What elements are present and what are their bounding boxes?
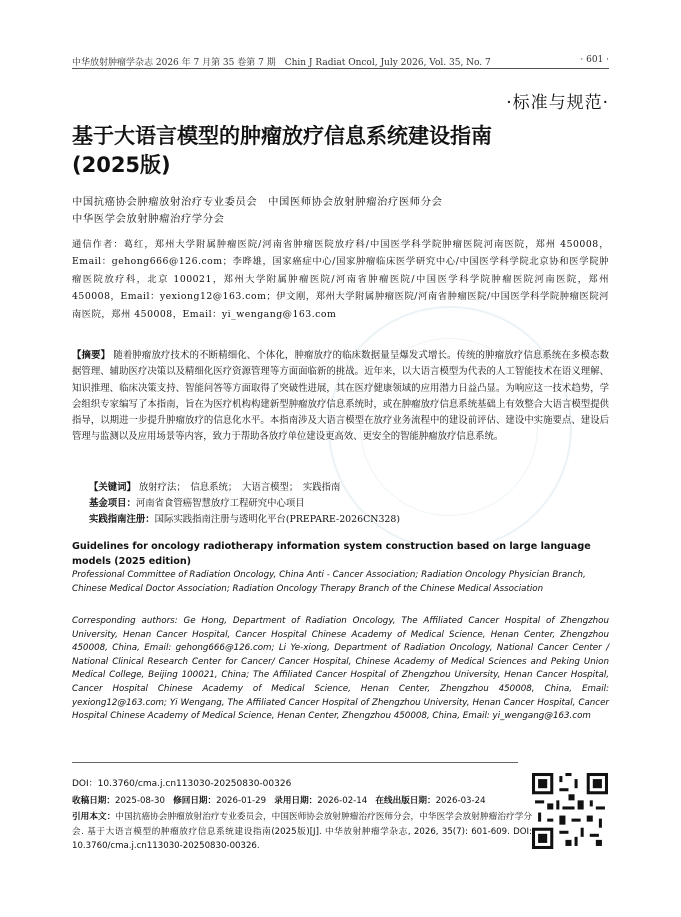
received-date: 2025-08-30	[114, 796, 165, 806]
keywords-label: 【关键词】	[89, 482, 136, 493]
abstract-label: 【摘要】	[72, 350, 111, 361]
article-title: 基于大语言模型的肿瘤放疗信息系统建设指南(2025版)	[72, 124, 492, 177]
citation	[72, 810, 532, 854]
article-dates	[72, 794, 542, 806]
registration-text: 国际实践指南注册与透明化平台(PREPARE-2026CN328)	[154, 514, 401, 525]
citation-label: 引用本文：	[72, 812, 116, 822]
revised-label: 修回日期：	[173, 796, 217, 806]
funding	[89, 496, 609, 512]
funding-text: 河南省食管癌智慧放疗工程研究中心项目	[135, 498, 305, 509]
accepted-label: 录用日期：	[274, 796, 318, 806]
org-line: 中国抗癌协会肿瘤放射治疗专业委员会 中国医师协会放射肿瘤治疗医师分会	[72, 196, 443, 208]
page-number: · 601 ·	[580, 55, 609, 65]
revised-date: 2026-01-29	[216, 796, 267, 806]
abstract	[72, 348, 609, 446]
funding-label: 基金项目：	[89, 498, 136, 509]
author-organizations	[72, 194, 592, 228]
footer-rule	[72, 762, 518, 763]
english-organizations: Professional Committee of Radiation Oncology, China Anti - Cancer Association; Radiation Oncology Physician Branch, Chinese Medical Doctor Association; Radiation Oncology Therapy Branch of the Chinese Medical Association	[72, 570, 586, 594]
doi: DOI：10.3760/cma.j.cn113030-20250830-00326	[72, 779, 292, 789]
english-corresponding-authors: Corresponding authors: Ge Hong, Department of Radiation Oncology, The Affiliated Cancer Hospital of Zhengzhou University, Henan Cancer Hospital, Cancer Hospital Chinese Academy of Medical Science, Henan Center, Zhengzhou 450008, China, Email: gehong666@126.com; Li Ye-xiong, Department of Radiation Oncology, National Cancer Center / National Clinical Research Center for Cancer/ Cancer Hospital, Chinese Academy of Medical Sciences and Peking Union Medical College, Beijing 100021, China; The Affiliated Cancer Hospital of Zhengzhou University, Henan Cancer Hospital, Cancer Hospital Chinese Academy of Medical Science, Henan Center, Zhengzhou 450008, China, Email: yexiong12@163.com; Yi Wengang, The Affiliated Cancer Hospital of Zhengzhou University, Henan Cancer Hospital, Cancer Hospital Chinese Academy of Medical Science, Henan Center, Zhengzhou 450008, China, Email: yi_wengang@163.com	[72, 616, 609, 722]
org-line: 中华医学会放射肿瘤治疗学分会	[72, 213, 225, 225]
qr-code-icon[interactable]	[532, 773, 608, 849]
keywords	[89, 480, 609, 496]
corresponding-authors: 通信作者：葛红，郑州大学附属肿瘤医院/河南省肿瘤医院放疗科/中国医学科学院肿瘤医院河南医院，郑州 450008，Email：gehong666@126.com；李晔雄，国家癌症中心/国家肿瘤临床医学研究中心/中国医学科学院北京协和医学院肿瘤医院放疗科，北京 100021，郑州大学附属肿瘤医院/河南省肿瘤医院/中国医学科学院肿瘤医院河南医院，郑州 450008，Email：yexiong12@163.com；伊文刚，郑州大学附属肿瘤医院/河南省肿瘤医院/中国医学科学院肿瘤医院河南医院，郑州 450008，Email：yi_wengang@163.com	[72, 239, 609, 320]
received-label: 收稿日期：	[72, 796, 115, 806]
citation-text: 中国抗癌协会肿瘤放射治疗专业委员会，中国医师协会放射肿瘤治疗医师分会，中华医学会放射肿瘤治疗学分会. 基于大语言模型的肿瘤放疗信息系统建设指南(2025版)[J]. 中华放射肿瘤学杂志, 2026, 35(7): 601-609. DOI: 10.3760/cma.j.cn113030-20250830-00326.	[72, 812, 532, 851]
abstract-text: 随着肿瘤放疗技术的不断精细化、个体化，肿瘤放疗的临床数据量呈爆发式增长。传统的肿瘤放疗信息系统在多模态数据管理、辅助医疗决策以及精细化医疗资源管理等方面面临新的挑战。近年来，以大语言模型为代表的人工智能技术在语义理解、知识推理、临床决策支持、智能问答等方面取得了突破性进展，其在医疗健康领域的应用潜力日益凸显。为响应这一技术趋势，学会组织专家编写了本指南，旨在为医疗机构构建新型肿瘤放疗信息系统时，或在肿瘤放疗信息系统基础上有效整合大语言模型提供指导，以期进一步提升肿瘤放疗的信息化水平。本指南涉及大语言模型在放疗业务流程中的建设前评估、建设中实施要点、建设后管理与监测以及应用场景等内容，致力于帮助各放疗单位建设更高效、更安全的智能肿瘤放疗信息系统。	[72, 350, 609, 443]
accepted-date: 2026-02-14	[317, 796, 368, 806]
keywords-text: 放射疗法； 信息系统； 大语言模型； 实践指南	[138, 482, 341, 493]
registration	[89, 512, 609, 528]
registration-label: 实践指南注册：	[89, 514, 155, 525]
header-rule	[72, 68, 609, 69]
column-tag: ·标准与规范·	[506, 93, 609, 113]
online-date: 2026-03-24	[435, 796, 486, 806]
english-title: Guidelines for oncology radiotherapy information system construction based on large language models (2025 edition)	[72, 541, 591, 567]
running-header: 中华放射肿瘤学杂志 2026 年 7 月第 35 卷第 7 期 Chin J Radiat Oncol, July 2026, Vol. 35, No. 7	[72, 58, 491, 68]
online-label: 在线出版日期：	[375, 796, 436, 806]
